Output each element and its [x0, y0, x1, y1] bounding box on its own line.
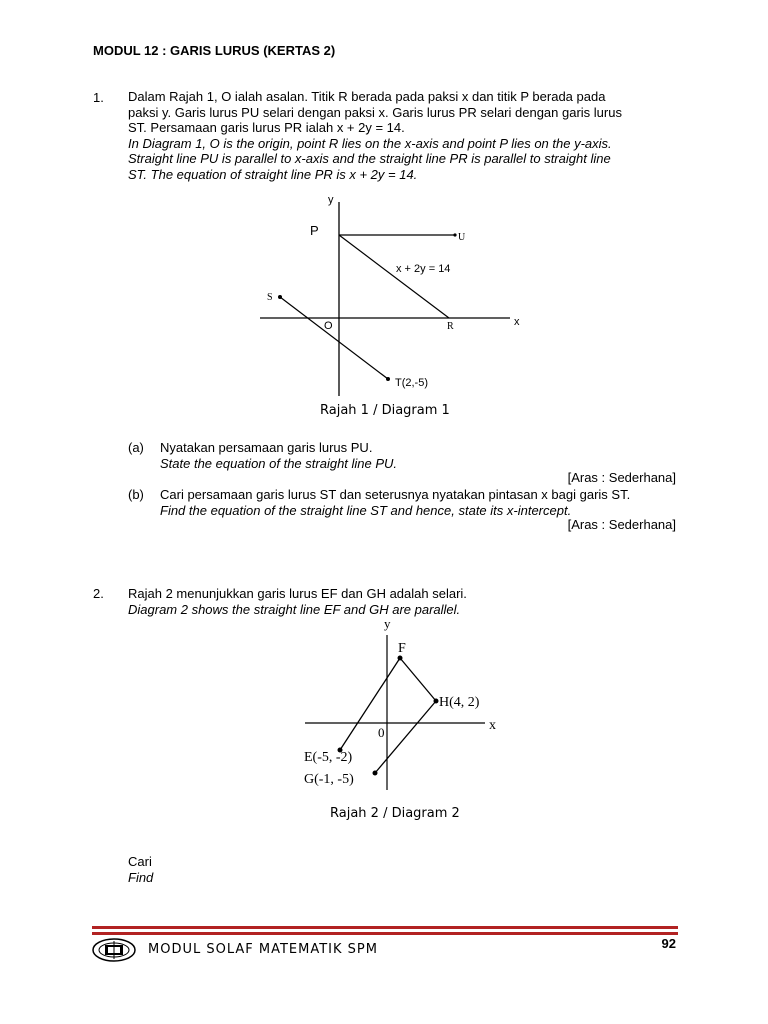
- q2-cari: Cari: [128, 854, 152, 869]
- point-f: [398, 656, 403, 661]
- point-g: [373, 771, 378, 776]
- q2-malay: Rajah 2 menunjukkan garis lurus EF dan GH adalah selari.: [128, 586, 467, 601]
- q1-malay-line-1: Dalam Rajah 1, O ialah asalan. Titik R berada pada paksi x dan titik P berada pada: [128, 89, 606, 104]
- diagram-2: [300, 615, 510, 800]
- question-2-number: 2.: [93, 586, 104, 601]
- point-e-label: E(-5, -2): [304, 750, 353, 765]
- line-st: [280, 297, 388, 379]
- part-a-text: [160, 440, 680, 471]
- question-1-text: [128, 89, 688, 182]
- diagram-2-caption: Rajah 2 / Diagram 2: [330, 806, 460, 821]
- q2-find: Find: [128, 869, 154, 885]
- diagram-1-x-label: x: [514, 316, 520, 328]
- q1-english-line-2: Straight line PU is parallel to x-axis and the straight line PR is parallel to straight line: [128, 151, 611, 166]
- page-number: 92: [661, 936, 676, 951]
- footer-rule-bottom: [92, 932, 678, 935]
- part-a-label: (a): [128, 440, 144, 455]
- q1-english-line-1: In Diagram 1, O is the origin, point R lies on the x-axis and point P lies on the y-axis.: [128, 135, 612, 151]
- diagram-1: [250, 190, 540, 405]
- q1-malay-line-3: ST. Persamaan garis lurus PR ialah x + 2y = 14.: [128, 120, 405, 135]
- q2-instruction: [128, 854, 153, 885]
- diagram-1-caption: Rajah 1 / Diagram 1: [320, 403, 450, 418]
- q2-english: Diagram 2 shows the straight line EF and GH are parallel.: [128, 601, 461, 617]
- point-u-label: U: [458, 232, 466, 243]
- point-h: [434, 699, 439, 704]
- footer-logo-icon: [91, 937, 137, 963]
- diagram-2-y-label: y: [384, 616, 391, 631]
- part-a-level: [Aras : Sederhana]: [567, 470, 676, 485]
- q1-malay-line-2: paksi y. Garis lurus PU selari dengan paksi x. Garis lurus PR selari dengan garis lurus: [128, 104, 622, 120]
- point-t-label: T(2,-5): [395, 377, 428, 389]
- line-pr: [339, 235, 449, 318]
- equation-label: x + 2y = 14: [396, 263, 451, 275]
- part-b-text: [160, 487, 680, 518]
- footer-text: MODUL SOLAF MATEMATIK SPM: [148, 942, 378, 957]
- point-p-label: P: [310, 223, 319, 238]
- part-b-label: (b): [128, 487, 144, 502]
- part-a-english: State the equation of the straight line PU.: [160, 455, 398, 471]
- diagram-2-origin-label: 0: [378, 725, 385, 740]
- point-f-label: F: [398, 641, 406, 656]
- line-fh: [400, 658, 436, 701]
- point-h-label: H(4, 2): [439, 695, 480, 710]
- question-2-text: [128, 586, 688, 617]
- q1-english-line-3: ST. The equation of straight line PR is x + 2y = 14.: [128, 166, 418, 182]
- point-u: [453, 233, 456, 236]
- diagram-1-y-label: y: [328, 194, 334, 206]
- page-title: MODUL 12 : GARIS LURUS (KERTAS 2): [93, 43, 336, 58]
- point-g-label: G(-1, -5): [304, 772, 354, 787]
- question-1-number: 1.: [93, 90, 104, 105]
- diagram-2-x-label: x: [489, 718, 496, 733]
- part-b-malay: Cari persamaan garis lurus ST dan seterusnya nyatakan pintasan x bagi garis ST.: [160, 487, 631, 502]
- part-b-english: Find the equation of the straight line ST and hence, state its x-intercept.: [160, 502, 572, 518]
- point-s: [278, 295, 282, 299]
- origin-label: O: [324, 320, 333, 332]
- line-ef: [340, 658, 400, 750]
- point-s-label: S: [267, 292, 273, 303]
- footer-rule-top: [92, 926, 678, 929]
- point-t: [386, 377, 390, 381]
- part-b-level: [Aras : Sederhana]: [567, 517, 676, 532]
- part-a-malay: Nyatakan persamaan garis lurus PU.: [160, 440, 373, 455]
- point-r-label: R: [447, 321, 454, 332]
